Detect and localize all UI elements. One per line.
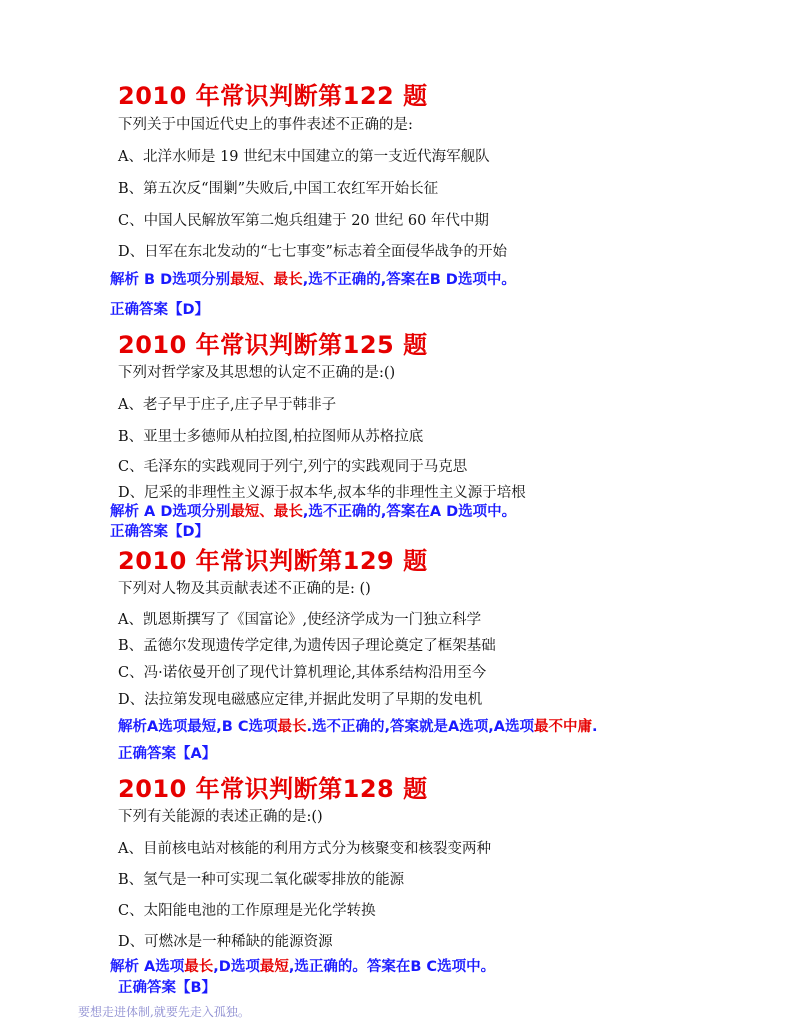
explanation-text: 解析 A D选项分别 [110,504,231,520]
explanation-highlight: 最短、最长 [230,272,303,288]
explanation-highlight: 最短 [259,959,289,975]
correct-answer: 正确答案【D】 [110,524,210,540]
footer-motto: 要想走进体制,就要先走入孤独。 [78,1005,250,1019]
question-text: 下列对人物及其贡献表述不正确的是: () [118,581,371,597]
option-b: B、第五次反“围剿”失败后,中国工农红军开始长征 [118,181,439,197]
explanation-text: ,选正确的。答案在B C选项中。 [288,959,496,975]
option-d: D、法拉第发现电磁感应定律,并据此发明了早期的发电机 [118,692,483,708]
option-d: D、日军在东北发动的“七七事变”标志着全面侵华战争的开始 [118,244,507,260]
option-b: B、亚里士多德师从柏拉图,柏拉图师从苏格拉底 [118,429,424,445]
option-c: C、中国人民解放军第二炮兵组建于 20 世纪 60 年代中期 [118,213,489,229]
explanation-highlight: 最短、最长 [230,504,303,520]
correct-answer: 正确答案【D】 [110,302,210,318]
question-title: 2010 年常识判断第122 题 [118,82,428,110]
option-c: C、冯·诺依曼开创了现代计算机理论,其体系结构沿用至今 [118,665,487,681]
explanation-text: ,D选项 [213,959,260,975]
explanation-text: ,选不正确的,答案在A D选项中。 [302,504,517,520]
option-d: D、可燃冰是一种稀缺的能源资源 [118,934,333,950]
explanation-text: .选不正确的,答案就是A选项,A选项 [306,719,534,735]
option-a: A、老子早于庄子,庄子早于韩非子 [118,397,337,413]
question-text: 下列有关能源的表述正确的是:() [118,809,323,825]
option-b: B、氢气是一种可实现二氧化碳零排放的能源 [118,872,405,888]
explanation-text: 解析 A选项 [110,959,185,975]
correct-answer: 正确答案【A】 [118,746,217,762]
correct-answer: 正确答案【B】 [118,980,217,996]
option-b: B、孟德尔发现遗传学定律,为遗传因子理论奠定了框架基础 [118,638,496,654]
question-title: 2010 年常识判断第125 题 [118,331,428,359]
option-a: A、北洋水师是 19 世纪末中国建立的第一支近代海军舰队 [118,149,490,165]
question-title: 2010 年常识判断第128 题 [118,775,428,803]
option-c: C、毛泽东的实践观同于列宁,列宁的实践观同于马克思 [118,459,468,475]
explanation-highlight: 最长 [277,719,307,735]
explanation-text: 解析 B D选项分别 [110,272,231,288]
option-d: D、尼采的非理性主义源于叔本华,叔本华的非理性主义源于培根 [118,485,526,501]
explanation [118,715,597,736]
explanation-text: 解析A选项最短,B C选项 [118,719,278,735]
explanation-text: ,选不正确的,答案在B D选项中。 [302,272,516,288]
question-title: 2010 年常识判断第129 题 [118,547,428,575]
explanation-highlight: 最长 [184,959,214,975]
explanation [110,500,516,521]
option-c: C、太阳能电池的工作原理是光化学转换 [118,903,376,919]
question-text: 下列对哲学家及其思想的认定不正确的是:() [118,365,396,381]
explanation-highlight: 最不中庸 [533,719,592,735]
explanation-text: . [591,719,598,735]
explanation [110,955,495,976]
option-a: A、凯恩斯撰写了《国富论》,使经济学成为一门独立科学 [118,612,482,628]
question-text: 下列关于中国近代史上的事件表述不正确的是: [118,117,413,133]
explanation [110,268,516,289]
option-a: A、目前核电站对核能的利用方式分为核聚变和核裂变两种 [118,841,491,857]
